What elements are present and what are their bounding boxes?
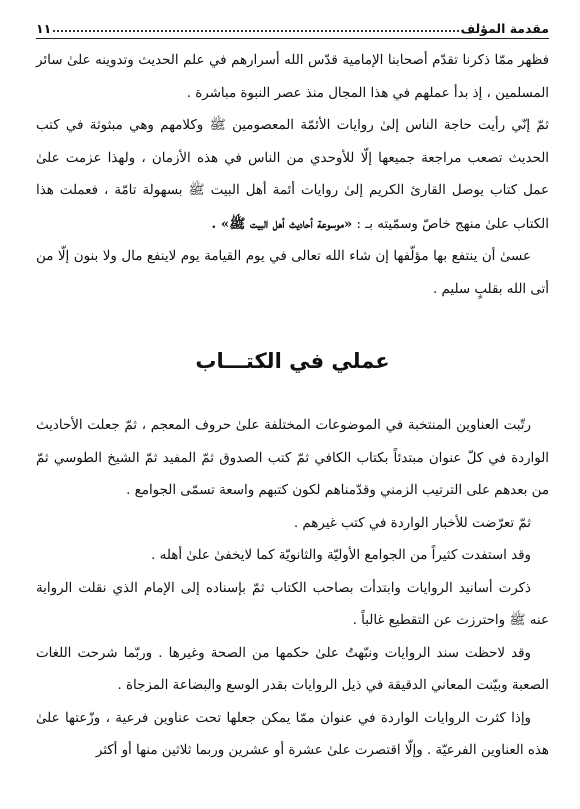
intro-paragraph-2-text: ثمّ إنّي رأيت حاجة الناس إلىٰ روايات الأئمّة المعصومين ﷺ وكلامهم وهي مبثوثة في كتب الحديث تصعب مراجعة جميعها إلّا للأوحدي من الناس في هذه الأزمان ، ولهذا عزمت علىٰ عمل كتاب يوصل القارئ الكريم إلىٰ روايات أئمة أهل البيت ﷺ بسهولة تامّة ، فعملت هذا الكتاب علىٰ منهج خاصّ وسمّيته بـ :: [36, 118, 550, 232]
header-leader-dots: [53, 30, 458, 32]
section-paragraph-2: ثمّ تعرّضت للأخبار الواردة في كتب غيرهم .: [293, 515, 531, 531]
intro-paragraph-3: عسىٰ أن ينتفع بها مؤلّفها إن شاء الله تعالى في يوم القيامة يوم لاينفع مال ولا بنون إلّا من أتى الله بقلبٍ سليم .: [36, 249, 549, 297]
section-paragraph-1: رتّبت العناوين المنتخبة في الموضوعات المختلفة علىٰ حروف المعجم ، ثمّ جعلت الأحاديث الواردة في كلّ عنوان مبتدئاً بكتاب الكافي ثمّ كتب الصدوق ثمّ المفيد ثمّ الشيخ الطوسي ثمّ من بعدهم على الترتيب الزمني وقدّمناهم لكون كتبهم واسعة تسمّى الجوامع .: [36, 418, 549, 498]
section-heading: عملي في الكتـــاب: [195, 349, 390, 373]
page-body: [36, 45, 549, 768]
page-number: ١١: [36, 21, 52, 36]
section-paragraph-4: ذكرت أسانيد الروايات وابتدأت بصاحب الكتاب ثمّ بإسناده إلى الإمام الذي نقلت الرواية عنه ﷺ واحترزت عن التقطيع غالباً .: [36, 580, 549, 628]
intro-paragraph-1: فظهر ممّا ذكرنا تقدّم أصحابنا الإمامية قدّس الله أسرارهم في علم الحديث وتدوينه علىٰ سائر المسلمين ، إذ بدأ عملهم في هذا المجال منذ عصر النبوة مباشرة .: [36, 53, 549, 101]
running-header: [36, 10, 549, 39]
section-paragraph-6: وإذا كثرت الروايات الواردة في عنوان ممّا يمكن جعلها تحت عناوين فرعية ، وزّعتها علىٰ هذه العناوين الفرعيّة . وإلّا اقتصرت علىٰ عشرة أو عشرين وربما ثلاثين منها أو أكثر: [36, 710, 549, 758]
header-title: مقدمة المؤلف: [460, 21, 549, 36]
section-paragraph-3: وقد استفدت كثيراً من الجوامع الأوليّة والثانويّة كما لايخفىٰ علىٰ أهله .: [151, 548, 531, 563]
section-paragraph-5: وقد لاحظت سند الروايات ونبّهتُ علىٰ حكمها من الصحة وغيرها . وربّما شرحت اللغات الصعبة وبيّنت المعاني الدقيقة في ذيل الروايات بقدر الوسع والبضاعة المزجاة .: [36, 645, 549, 693]
intro-paragraph-2: [36, 110, 549, 241]
book-title: «موسوعة أحاديث أهل البيت ﷺ» .: [211, 215, 353, 232]
book-page: [36, 10, 549, 800]
